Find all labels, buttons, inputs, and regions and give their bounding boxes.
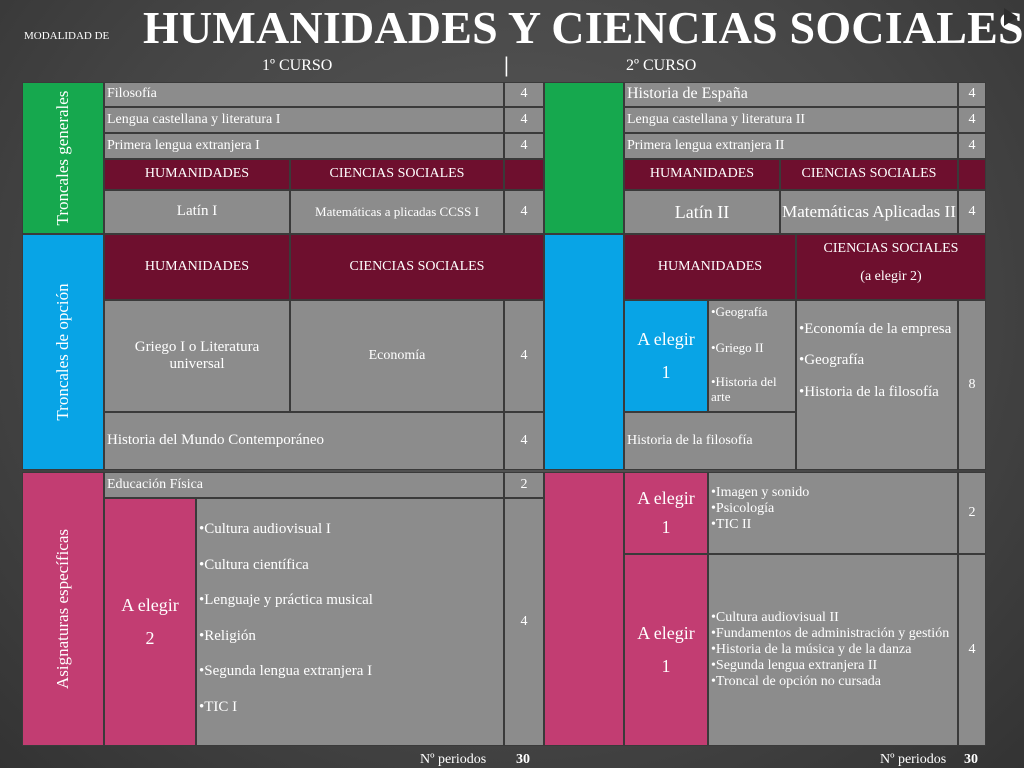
c1-subject-name: Filosofía xyxy=(107,86,157,102)
c2-esp1-hours: 2 xyxy=(958,472,986,554)
c2-a-elegir-num: 1 xyxy=(661,362,671,382)
c1-subject-name: Primera lengua extranjera I xyxy=(107,137,260,153)
list-item: •Historia de la filosofía xyxy=(799,383,939,400)
c1-subject-name: Lengua castellana y literatura I xyxy=(107,111,281,127)
c2-esp2-elegir-label: A elegir xyxy=(637,623,695,644)
c2-historia-filosofia-label: Historia de la filosofía xyxy=(627,432,753,448)
c1-header-blank xyxy=(504,159,544,190)
c2-section-opcion-bar xyxy=(544,234,624,470)
list-item: •Religión xyxy=(199,627,256,644)
c1-economia-hours: 4 xyxy=(504,300,544,412)
c2-esp1-elegir-label: A elegir xyxy=(637,488,695,509)
page-title: HUMANIDADES Y CIENCIAS SOCIALES xyxy=(143,2,1024,53)
c1-especificas-list xyxy=(196,498,504,746)
section-asignaturas-especificas xyxy=(22,472,104,746)
c2-esp2-num: 1 xyxy=(661,656,671,676)
list-item: •Psicología xyxy=(711,501,775,517)
list-item: •Geografía xyxy=(799,352,865,369)
c2-opcion-hum: HUMANIDADES xyxy=(624,234,796,300)
c1-hum-header: HUMANIDADES xyxy=(104,159,290,190)
c2-a-elegir-label: A elegir xyxy=(637,329,695,350)
section-troncales-generales xyxy=(22,82,104,234)
c2-opcion-cs xyxy=(796,234,986,300)
c2-subject-row xyxy=(624,133,958,159)
c2-opcion-cs-sub: (a elegir 2) xyxy=(860,269,922,285)
modalidad-label: MODALIDAD DE xyxy=(24,30,110,42)
list-item: •Economía de la empresa xyxy=(799,321,952,337)
c2-esp2-elegir xyxy=(624,554,708,746)
c1-a-elegir-num: 2 xyxy=(145,628,155,648)
c2-section-especificas-bar xyxy=(544,472,624,746)
list-item: •Lenguaje y práctica musical xyxy=(199,592,373,609)
c1-historia-mundo-hours: 4 xyxy=(504,412,544,470)
c1-subject-row xyxy=(104,133,504,159)
c1-periodos: 30 xyxy=(516,752,530,767)
c2-hum-header: HUMANIDADES xyxy=(624,159,780,190)
list-item: •Cultura audiovisual I xyxy=(199,521,331,537)
list-item: •TIC II xyxy=(711,517,752,533)
c2-header-blank xyxy=(958,159,986,190)
c1-opcion-cs: CIENCIAS SOCIALES xyxy=(290,234,544,300)
c1-opcion-hum: HUMANIDADES xyxy=(104,234,290,300)
c2-subject-row xyxy=(624,82,958,107)
c1-subject-row xyxy=(104,107,504,133)
list-item: •Imagen y sonido xyxy=(711,485,810,500)
c2-subject-name: Lengua castellana y literatura II xyxy=(627,111,806,127)
list-item: •Griego II xyxy=(711,340,764,355)
c2-subject-row xyxy=(624,107,958,133)
c2-cs-header: CIENCIAS SOCIALES xyxy=(780,159,958,190)
c2-mates: Matemáticas Aplicadas II xyxy=(780,190,958,234)
list-item: •Segunda lengua extranjera II xyxy=(711,658,878,674)
c2-esp1-elegir xyxy=(624,472,708,554)
c1-subject-hours: 4 xyxy=(504,107,544,133)
c1-ef-label: Educación Física xyxy=(107,476,204,492)
c2-latin: Latín II xyxy=(624,190,780,234)
c2-subject-name: Historia de España xyxy=(627,85,748,103)
curso2-heading: 2º CURSO xyxy=(626,57,697,74)
c2-subject-hours: 4 xyxy=(958,107,986,133)
list-item: •Troncal de opción no cursada xyxy=(711,674,882,690)
c1-griego: Griego I o Literatura universal xyxy=(104,300,290,412)
c2-section-generales-bar xyxy=(544,82,624,234)
section-troncales-generales-label: Troncales generales xyxy=(53,90,73,226)
c2-cs-list xyxy=(796,300,958,470)
c1-historia-mundo-label: Historia del Mundo Contemporáneo xyxy=(107,432,325,449)
c1-a-elegir-label: A elegir xyxy=(121,595,179,616)
c1-mates: Matemáticas a plicadas CCSS I xyxy=(290,190,504,234)
list-item: •TIC I xyxy=(199,698,238,715)
c1-subject-row xyxy=(104,82,504,107)
header-divider: | xyxy=(504,52,509,77)
c2-mates-hours: 4 xyxy=(958,190,986,234)
c1-economia: Economía xyxy=(290,300,504,412)
c1-mates-hours: 4 xyxy=(504,190,544,234)
list-item: •Historia de la música y de la danza xyxy=(711,641,912,657)
c1-a-elegir xyxy=(104,498,196,746)
list-item: •Historia del arte xyxy=(711,374,777,404)
list-item: •Geografía xyxy=(711,304,768,319)
list-item: •Fundamentos de administración y gestión xyxy=(711,625,950,641)
arrow-icon xyxy=(1004,8,1018,26)
c2-periodos: 30 xyxy=(964,752,978,767)
c2-subject-hours: 4 xyxy=(958,82,986,107)
c2-esp1-num: 1 xyxy=(661,517,671,537)
section-asignaturas-especificas-label: Asignaturas específicas xyxy=(53,528,73,690)
c2-a-elegir xyxy=(624,300,708,412)
c2-esp2-hours: 4 xyxy=(958,554,986,746)
list-item: •Cultura científica xyxy=(199,556,309,573)
c2-hum-list xyxy=(708,300,796,412)
section-troncales-opcion xyxy=(22,234,104,470)
c1-especificas-hours: 4 xyxy=(504,498,544,746)
c2-periodos-label: Nº periodos xyxy=(880,752,947,767)
c2-historia-filosofia xyxy=(624,412,796,470)
c1-periodos-label: Nº periodos xyxy=(420,752,487,767)
c2-esp2-list xyxy=(708,554,958,746)
c1-subject-hours: 4 xyxy=(504,82,544,107)
c2-subject-hours: 4 xyxy=(958,133,986,159)
c1-subject-hours: 4 xyxy=(504,133,544,159)
c2-esp1-list xyxy=(708,472,958,554)
list-item: •Segunda lengua extranjera I xyxy=(199,663,373,680)
c2-subject-name: Primera lengua extranjera II xyxy=(627,137,785,153)
c2-opcion-cs-label: CIENCIAS SOCIALES xyxy=(823,241,959,256)
c1-latin: Latín I xyxy=(104,190,290,234)
list-item: •Cultura audiovisual II xyxy=(711,609,839,625)
c1-historia-mundo xyxy=(104,412,504,470)
c1-ef xyxy=(104,472,504,498)
section-troncales-opcion-label: Troncales de opción xyxy=(53,283,73,421)
c2-opcion-hours: 8 xyxy=(958,300,986,470)
curso1-heading: 1º CURSO xyxy=(262,57,333,74)
c1-cs-header: CIENCIAS SOCIALES xyxy=(290,159,504,190)
c1-ef-hours: 2 xyxy=(504,472,544,498)
